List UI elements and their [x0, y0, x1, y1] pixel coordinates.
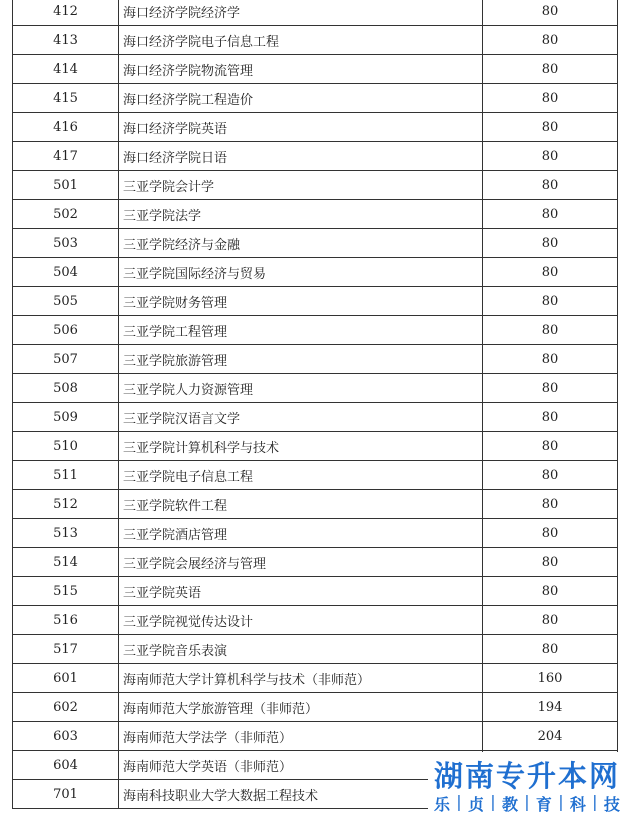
- row-score: 80: [483, 287, 618, 316]
- watermark-char: 育: [535, 795, 552, 814]
- row-code: 415: [13, 84, 119, 113]
- row-code: 507: [13, 345, 119, 374]
- row-name: 三亚学院视觉传达设计: [119, 606, 483, 635]
- table-row: [13, 693, 618, 722]
- row-name: 三亚学院法学: [119, 200, 483, 229]
- row-code: 516: [13, 606, 119, 635]
- watermark-char: 技: [603, 795, 620, 814]
- row-code: 417: [13, 142, 119, 171]
- row-code: 510: [13, 432, 119, 461]
- row-name: 三亚学院电子信息工程: [119, 461, 483, 490]
- row-code: 604: [13, 751, 119, 780]
- row-score: 80: [483, 142, 618, 171]
- row-name: 海南师范大学计算机科学与技术（非师范）: [119, 664, 483, 693]
- row-score: 80: [483, 461, 618, 490]
- table-row: [13, 26, 618, 55]
- table-row: [13, 548, 618, 577]
- row-code: 502: [13, 200, 119, 229]
- table-row: [13, 55, 618, 84]
- table-row: [13, 519, 618, 548]
- row-code: 509: [13, 403, 119, 432]
- row-score: 80: [483, 258, 618, 287]
- row-score: 80: [483, 432, 618, 461]
- row-code: 602: [13, 693, 119, 722]
- row-code: 514: [13, 548, 119, 577]
- row-name: 三亚学院工程管理: [119, 316, 483, 345]
- watermark-logo: [428, 752, 624, 820]
- row-score: 80: [483, 55, 618, 84]
- row-score: 80: [483, 519, 618, 548]
- row-code: 601: [13, 664, 119, 693]
- row-code: 504: [13, 258, 119, 287]
- row-name: 三亚学院计算机科学与技术: [119, 432, 483, 461]
- row-score: 80: [483, 635, 618, 664]
- row-code: 511: [13, 461, 119, 490]
- row-code: 513: [13, 519, 119, 548]
- row-score: 80: [483, 316, 618, 345]
- row-score: 80: [483, 548, 618, 577]
- row-score: 80: [483, 403, 618, 432]
- table-row: [13, 171, 618, 200]
- row-code: 512: [13, 490, 119, 519]
- row-name: 海南师范大学旅游管理（非师范）: [119, 693, 483, 722]
- row-name: 海口经济学院经济学: [119, 0, 483, 26]
- row-name: 三亚学院会展经济与管理: [119, 548, 483, 577]
- watermark-char: 乐: [434, 795, 451, 814]
- row-code: 501: [13, 171, 119, 200]
- row-code: 506: [13, 316, 119, 345]
- row-name: 三亚学院会计学: [119, 171, 483, 200]
- watermark-char: 教: [501, 795, 518, 814]
- row-name: 海南师范大学法学（非师范）: [119, 722, 483, 751]
- admission-table: [12, 0, 621, 809]
- row-score: 204: [483, 722, 618, 751]
- row-code: 603: [13, 722, 119, 751]
- row-score: 80: [483, 171, 618, 200]
- table-row: [13, 345, 618, 374]
- table-row: [13, 200, 618, 229]
- row-score: 80: [483, 229, 618, 258]
- row-score: 80: [483, 26, 618, 55]
- row-score: 160: [483, 664, 618, 693]
- table-row: [13, 142, 618, 171]
- row-score: 80: [483, 490, 618, 519]
- watermark-char: 科: [569, 795, 586, 814]
- table-row: [13, 258, 618, 287]
- row-score: 80: [483, 84, 618, 113]
- row-name: 海南科技职业大学大数据工程技术: [119, 780, 483, 809]
- row-code: 413: [13, 26, 119, 55]
- row-name: 三亚学院英语: [119, 577, 483, 606]
- table-row: [13, 113, 618, 142]
- row-score: 194: [483, 693, 618, 722]
- row-code: 412: [13, 0, 119, 26]
- row-name: 海口经济学院工程造价: [119, 84, 483, 113]
- table-row: [13, 287, 618, 316]
- row-name: 三亚学院国际经济与贸易: [119, 258, 483, 287]
- row-name: 三亚学院人力资源管理: [119, 374, 483, 403]
- row-score: 80: [483, 0, 618, 26]
- row-name: 海口经济学院英语: [119, 113, 483, 142]
- table-row: [13, 432, 618, 461]
- table-row: [13, 374, 618, 403]
- row-code: 416: [13, 113, 119, 142]
- watermark-subtitle: 乐 | 贞 | 教 | 育 | 科 | 技: [434, 792, 620, 814]
- row-name: 海南师范大学英语（非师范）: [119, 751, 483, 780]
- table-row: [13, 490, 618, 519]
- table-row: [13, 0, 618, 26]
- table-row: [13, 722, 618, 751]
- watermark-char: 贞: [467, 795, 484, 814]
- row-code: 701: [13, 780, 119, 809]
- table-row: [13, 84, 618, 113]
- table-row: [13, 635, 618, 664]
- row-score: 80: [483, 113, 618, 142]
- row-name: 三亚学院经济与金融: [119, 229, 483, 258]
- table-body: [13, 0, 621, 809]
- row-score: 80: [483, 200, 618, 229]
- row-name: 海口经济学院日语: [119, 142, 483, 171]
- row-score: 80: [483, 606, 618, 635]
- row-name: 海口经济学院物流管理: [119, 55, 483, 84]
- row-code: 517: [13, 635, 119, 664]
- row-name: 三亚学院音乐表演: [119, 635, 483, 664]
- table-row: [13, 664, 618, 693]
- row-score: 80: [483, 345, 618, 374]
- table-row: [13, 229, 618, 258]
- table-row: [13, 606, 618, 635]
- row-code: 515: [13, 577, 119, 606]
- table-row: [13, 403, 618, 432]
- row-name: 三亚学院汉语言文学: [119, 403, 483, 432]
- row-name: 海口经济学院电子信息工程: [119, 26, 483, 55]
- row-name: 三亚学院财务管理: [119, 287, 483, 316]
- watermark-title: 湖南专升本网: [434, 759, 621, 793]
- row-name: 三亚学院酒店管理: [119, 519, 483, 548]
- table-row: [13, 316, 618, 345]
- row-name: 三亚学院软件工程: [119, 490, 483, 519]
- table-row: [13, 461, 618, 490]
- row-code: 505: [13, 287, 119, 316]
- row-code: 414: [13, 55, 119, 84]
- table-row: [13, 577, 618, 606]
- row-code: 508: [13, 374, 119, 403]
- row-code: 503: [13, 229, 119, 258]
- row-score: 80: [483, 577, 618, 606]
- row-name: 三亚学院旅游管理: [119, 345, 483, 374]
- row-score: 80: [483, 374, 618, 403]
